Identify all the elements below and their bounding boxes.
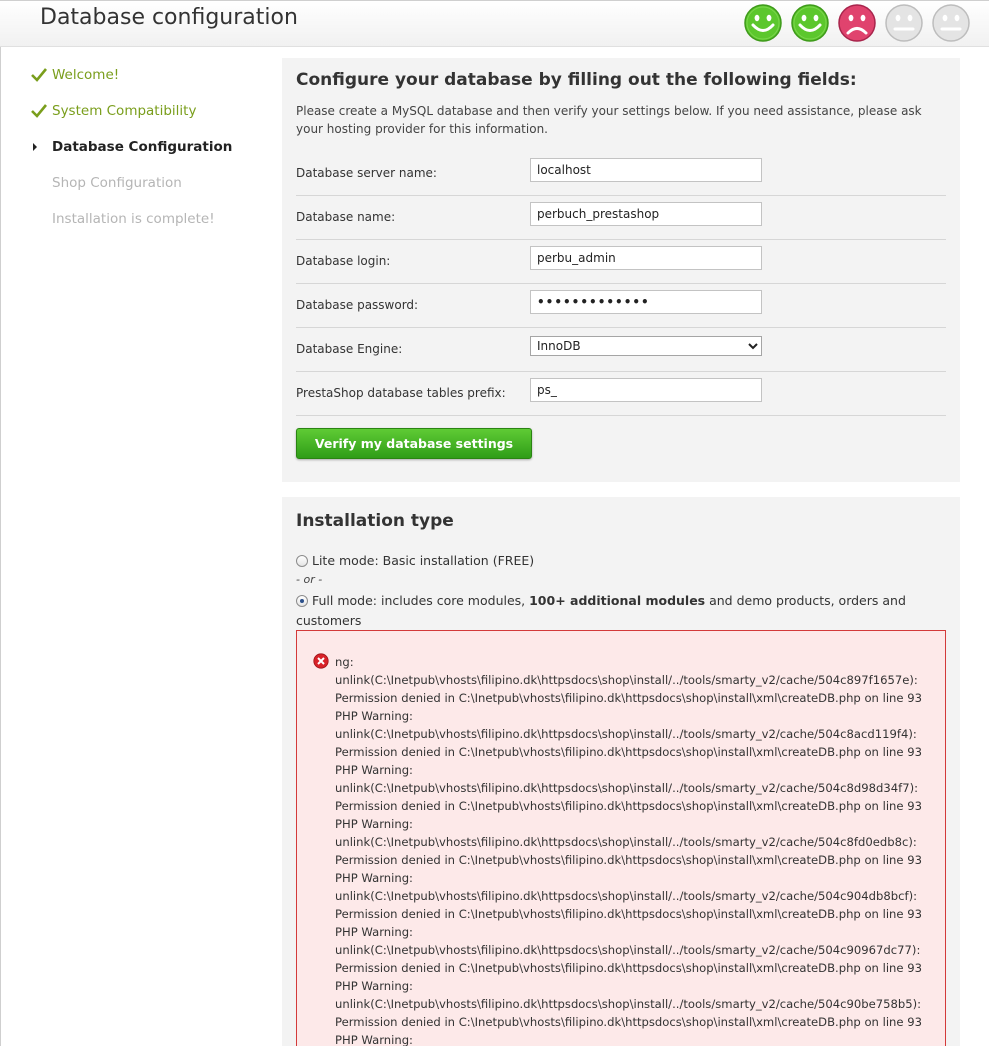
error-line: Permission denied in C:\Inetpub\vhosts\filipino.dk\httpsdocs\shop\install\xml\createDB.php on line 93	[335, 691, 922, 705]
step-label: Shop Configuration	[52, 175, 182, 191]
server-name-label: Database server name:	[296, 166, 437, 180]
step-label: System Compatibility	[52, 103, 197, 119]
error-line: unlink(C:\Inetpub\vhosts\filipino.dk\httpsdocs\shop\install/../tools/smarty_v2/cache/504c90be758b5):	[335, 997, 922, 1011]
check-icon	[30, 102, 48, 120]
error-line: PHP Warning:	[335, 817, 413, 831]
installation-type-heading: Installation type	[296, 511, 454, 531]
db-intro: Please create a MySQL database and then verify your settings below. If you need assistance, please ask your hosting provider for this information.	[296, 104, 922, 136]
check-icon	[30, 66, 48, 84]
db-name-row	[296, 196, 946, 240]
error-line: Permission denied in C:\Inetpub\vhosts\filipino.dk\httpsdocs\shop\install\xml\createDB.php on line 93	[335, 745, 922, 759]
error-line: Permission denied in C:\Inetpub\vhosts\filipino.dk\httpsdocs\shop\install\xml\createDB.php on line 93	[335, 1015, 922, 1029]
step-label: Installation is complete!	[52, 211, 215, 227]
error-line: PHP Warning:	[335, 763, 413, 777]
neutral-smiley-icon	[931, 3, 971, 43]
error-message-text	[335, 653, 935, 1046]
db-name-label: Database name:	[296, 210, 396, 224]
db-password-row	[296, 284, 946, 328]
step-database-configuration	[30, 132, 260, 162]
lite-mode-label: Lite mode: Basic installation (FREE)	[312, 553, 535, 568]
error-line: PHP Warning:	[335, 925, 413, 939]
db-password-label: Database password:	[296, 298, 419, 312]
step-label: Welcome!	[52, 67, 120, 83]
error-line: Permission denied in C:\Inetpub\vhosts\filipino.dk\httpsdocs\shop\install\xml\createDB.php on line 93	[335, 907, 922, 921]
happy-smiley-icon	[790, 3, 830, 43]
installation-type-panel	[282, 497, 960, 1046]
db-login-label: Database login:	[296, 254, 391, 268]
error-line: PHP Warning:	[335, 709, 413, 723]
step-label: Database Configuration	[52, 139, 233, 155]
db-engine-select[interactable]	[530, 336, 762, 356]
db-prefix-row	[296, 372, 946, 416]
full-mode-radio[interactable]	[296, 595, 308, 607]
server-name-input[interactable]	[530, 158, 762, 182]
error-line: PHP Warning:	[335, 1033, 413, 1046]
lite-mode-option[interactable]	[296, 551, 534, 571]
arrow-right-icon	[30, 138, 48, 156]
error-line: Permission denied in C:\Inetpub\vhosts\filipino.dk\httpsdocs\shop\install\xml\createDB.php on line 93	[335, 799, 922, 813]
error-line: unlink(C:\Inetpub\vhosts\filipino.dk\httpsdocs\shop\install/../tools/smarty_v2/cache/504c8acd119f4):	[335, 727, 917, 741]
step-shop-configuration	[30, 168, 260, 198]
step-welcome[interactable]	[30, 60, 260, 90]
db-password-input[interactable]: •••••••••••••	[530, 290, 762, 314]
db-engine-row	[296, 328, 946, 372]
left-border	[0, 47, 1, 1046]
error-line: unlink(C:\Inetpub\vhosts\filipino.dk\httpsdocs\shop\install/../tools/smarty_v2/cache/504c8d98d34f7):	[335, 781, 919, 795]
server-name-row	[296, 152, 946, 196]
db-login-row	[296, 240, 946, 284]
db-login-input[interactable]	[530, 246, 762, 270]
db-name-input[interactable]	[530, 202, 762, 226]
sad-smiley-icon	[837, 3, 877, 43]
or-separator: - or -	[296, 573, 323, 586]
full-mode-label-post: and demo products, orders and customers	[296, 593, 906, 628]
error-line: unlink(C:\Inetpub\vhosts\filipino.dk\httpsdocs\shop\install/../tools/smarty_v2/cache/504c904db8bcf):	[335, 889, 918, 903]
error-x-icon	[313, 653, 329, 669]
error-line: unlink(C:\Inetpub\vhosts\filipino.dk\httpsdocs\shop\install/../tools/smarty_v2/cache/504c897f1657e):	[335, 673, 918, 687]
error-line: PHP Warning:	[335, 871, 413, 885]
error-line: unlink(C:\Inetpub\vhosts\filipino.dk\httpsdocs\shop\install/../tools/smarty_v2/cache/504c90967dc77):	[335, 943, 921, 957]
db-prefix-input[interactable]	[530, 378, 762, 402]
lite-mode-radio[interactable]	[296, 555, 308, 567]
full-mode-label-pre: Full mode: includes core modules,	[312, 593, 530, 608]
error-line: ng:	[335, 655, 354, 669]
step-system-compatibility[interactable]	[30, 96, 260, 126]
db-prefix-label: PrestaShop database tables prefix:	[296, 386, 506, 400]
error-line: unlink(C:\Inetpub\vhosts\filipino.dk\httpsdocs\shop\install/../tools/smarty_v2/cache/504c8fd0edb8c):	[335, 835, 917, 849]
error-message-box	[296, 630, 946, 1046]
error-line: Permission denied in C:\Inetpub\vhosts\filipino.dk\httpsdocs\shop\install\xml\createDB.php on line 93	[335, 853, 922, 867]
error-line: PHP Warning:	[335, 979, 413, 993]
neutral-smiley-icon	[884, 3, 924, 43]
happy-smiley-icon	[743, 3, 783, 43]
error-line: Permission denied in C:\Inetpub\vhosts\filipino.dk\httpsdocs\shop\install\xml\createDB.php on line 93	[335, 961, 922, 975]
verify-database-button[interactable]: Verify my database settings	[296, 428, 532, 459]
step-installation-complete	[30, 204, 260, 234]
page-header	[0, 0, 989, 47]
db-heading: Configure your database by filling out the following fields:	[296, 70, 857, 90]
full-mode-label-bold: 100+ additional modules	[529, 593, 706, 608]
database-config-panel	[282, 58, 960, 482]
page-title: Database configuration	[40, 5, 298, 30]
db-engine-label: Database Engine:	[296, 342, 403, 356]
